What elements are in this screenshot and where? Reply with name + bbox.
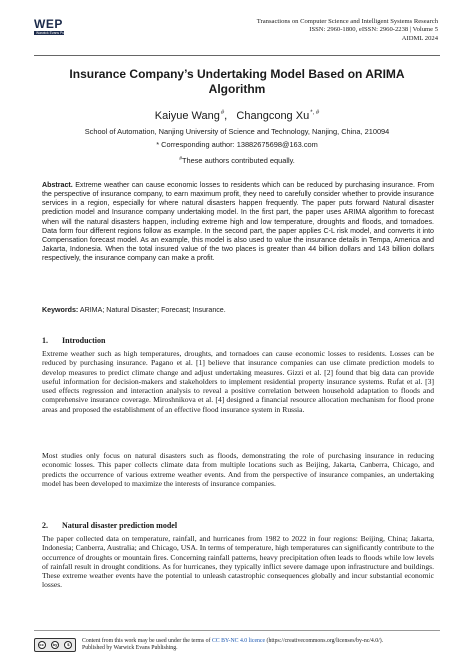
equal-contribution-text: These authors contributed equally. <box>181 156 295 165</box>
license-note <box>82 638 440 653</box>
affiliation: School of Automation, Nanjing University of Science and Technology, Nanjing, China, 210094 <box>84 127 390 136</box>
abstract <box>42 181 434 263</box>
corresponding-author: * Corresponding author: 13882675698@163.com <box>156 140 318 149</box>
logo-subtitle: Warwick Evans Publishing <box>36 31 76 35</box>
body-paragraph: Most studies only focus on natural disasters such as floods, demonstrating the role of purchasing insurance in reducing economic losses. This paper collects climate data from multiple locations such as Beijing, Jakarta, Canberra, Chicago, and predicts the occurrence of various extreme weather events. And from the perspective of insurance companies, an undertaking model has been developed to maximize the interests of insurance companies. <box>42 451 434 488</box>
logo-text: WEP <box>34 17 63 31</box>
section-title: Natural disaster prediction model <box>62 521 178 530</box>
equal-mark: # <box>179 156 182 162</box>
author-mark: # <box>220 110 225 116</box>
nc-icon: $ <box>64 641 72 649</box>
header-divider <box>34 55 440 56</box>
cc-icon: cc <box>39 642 44 647</box>
author-mark: *, # <box>310 110 320 116</box>
conference-name: AIDML 2024 <box>401 34 438 42</box>
paper-title: Insurance Company’s Undertaking Model Based on ARIMA Algorithm <box>69 67 405 96</box>
journal-info <box>178 18 438 43</box>
license-text: Content from this work may be used under the terms of <box>82 638 211 644</box>
publisher-logo <box>34 17 76 48</box>
journal-issn: ISSN: 2960-1800, eISSN: 2960-2238 | Volume 5 <box>309 26 438 34</box>
section-heading <box>42 336 105 346</box>
author-list <box>0 107 474 123</box>
by-icon: by <box>52 642 58 647</box>
section-number: 1. <box>42 336 48 345</box>
section-title: Introduction <box>62 336 106 345</box>
author-name: Kaiyue Wang <box>154 110 220 122</box>
section-heading <box>42 521 177 531</box>
section-number: 2. <box>42 521 48 530</box>
cc-license-badge <box>34 638 76 652</box>
keywords-label: Keywords: <box>42 306 79 314</box>
keywords-text: ARIMA; Natural Disaster; Forecast; Insurance. <box>79 306 226 314</box>
body-paragraph: The paper collected data on temperature, rainfall, and hurricanes from 1982 to 2022 in four regions: Beijing, China; Jakarta, Indonesia; Canberra, Australia; and Chicago, USA. In terms of temperature, high temperatures can significantly contribute to the occurrence of droughts or mountain fires. Concerning rainfall patterns, heavy precipitation often leads to floods while low levels of rainfall result in drought conditions. As for hurricanes, they typically inflict severe damage upon infrastructure and buildings. These extreme weather events have the potential to unleash catastrophic consequences globally and incur substantial economic losses. <box>42 534 434 590</box>
author-separator: , <box>224 110 237 122</box>
equal-contribution-note <box>0 155 474 165</box>
abstract-label: Abstract. <box>42 181 73 189</box>
keywords <box>42 306 434 315</box>
license-footer <box>34 637 440 655</box>
author-name: Changcong Xu <box>236 110 310 122</box>
abstract-text: Extreme weather can cause economic losses to residents which can be reduced by purchasing insurance. From the perspective of insurance company, to earn maximum profit, they need to carefully consider whether to provide insurance services in a region, especially for where natural disasters happen frequently. The paper puts forward Natural disaster prediction model and Insurance company undertaking model. In the first part, the paper uses ARIMA algorithm to forecast when will the natural disasters happen, including extreme high and low temperature, droughts and floods, and tornadoes. Data form four different regions follow as example. In the second part, the paper applies C-L risk model, and converts it into Compensation forecast model. As an example, this model is also used to value the insurance details in Tempa, America and Jakarta, Indonesia. When the total insured value of the two places is greater than 44 billion dollars and 143 billion dollars respectively, the insurance company can make a profit. <box>42 181 434 263</box>
body-paragraph: Extreme weather such as high temperatures, droughts, and tornadoes can cause economic losses to residents. Losses can be reduced by purchasing insurance. Pagano et al. [1] believe that insurance companies can use climate prediction models to develop measures to predict climate change and adjust undertaking measures. Gizzi et al. [2] found that big data can provide useful information for decision-makers and stakeholders to implement residential property insurance systems. Rufat et al. [3] used effects regression and interaction analysis to reveal a positive correlation between household adaptation to floods and comprehensive insurance coverage. Miroshnikova et al. [4] designed a financial resource allocation mechanism for flood prone areas and proposed the establishment of an effective flood insurance system in Russia. <box>42 349 434 414</box>
license-link[interactable]: CC BY-NC 4.0 licence <box>211 638 266 644</box>
license-url: (https://creativecommons.org/licenses/by-nc/4.0/). <box>266 638 384 644</box>
publisher-note: Published by Warwick Evans Publishing. <box>82 645 178 652</box>
footer-divider <box>34 630 440 631</box>
journal-name: Transactions on Computer Science and Intelligent Systems Research <box>256 18 438 25</box>
